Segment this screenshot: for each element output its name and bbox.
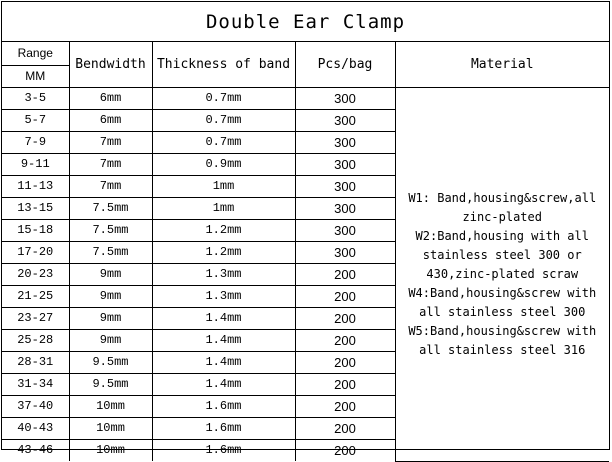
header-range-unit: MM (2, 65, 69, 87)
range-cell: 13-15 (2, 197, 69, 219)
thickness-cell: 1mm (152, 197, 295, 219)
range-cell: 17-20 (2, 241, 69, 263)
thickness-cell: 1.4mm (152, 373, 295, 395)
pcs-cell: 300 (295, 131, 395, 153)
range-cell: 7-9 (2, 131, 69, 153)
material-description (395, 87, 609, 461)
pcs-cell: 200 (295, 285, 395, 307)
range-cell: 25-28 (2, 329, 69, 351)
header-bandwidth: Bendwidth (69, 42, 152, 87)
bandwidth-cell: 9.5mm (69, 351, 152, 373)
thickness-cell: 1.6mm (152, 395, 295, 417)
pcs-cell: 200 (295, 417, 395, 439)
thickness-cell: 0.7mm (152, 87, 295, 109)
pcs-cell: 300 (295, 175, 395, 197)
range-cell: 11-13 (2, 175, 69, 197)
material-line: W2:Band,housing with all (415, 228, 589, 243)
range-cell: 9-11 (2, 153, 69, 175)
thickness-cell: 0.9mm (152, 153, 295, 175)
bandwidth-cell: 10mm (69, 395, 152, 417)
thickness-cell: 0.7mm (152, 131, 295, 153)
range-cell: 23-27 (2, 307, 69, 329)
range-cell: 40-43 (2, 417, 69, 439)
bandwidth-cell: 9.5mm (69, 373, 152, 395)
pcs-cell: 200 (295, 373, 395, 395)
bandwidth-cell: 7mm (69, 131, 152, 153)
range-cell: 37-40 (2, 395, 69, 417)
range-cell: 43-46 (2, 439, 69, 461)
range-cell: 21-25 (2, 285, 69, 307)
bandwidth-cell: 7.5mm (69, 197, 152, 219)
range-cell: 5-7 (2, 109, 69, 131)
bandwidth-cell: 6mm (69, 87, 152, 109)
header-row (2, 42, 609, 65)
clamp-spec-sheet (1, 1, 610, 458)
pcs-cell: 200 (295, 263, 395, 285)
pcs-cell: 300 (295, 219, 395, 241)
material-line: W4:Band,housing&screw with (408, 285, 597, 300)
material-line: 430,zinc-plated scraw (426, 266, 579, 281)
pcs-cell: 300 (295, 197, 395, 219)
header-thickness: Thickness of band (152, 42, 295, 87)
range-cell: 31-34 (2, 373, 69, 395)
pcs-cell: 200 (295, 395, 395, 417)
bandwidth-cell: 7mm (69, 153, 152, 175)
thickness-cell: 1.6mm (152, 439, 295, 461)
thickness-cell: 1.6mm (152, 417, 295, 439)
material-line: zinc-plated (462, 209, 542, 224)
material-line: stainless steel 300 or (422, 247, 582, 262)
header-material: Material (395, 42, 609, 87)
spec-table (2, 42, 609, 462)
bandwidth-cell: 10mm (69, 439, 152, 461)
spec-table-body (2, 42, 609, 461)
pcs-cell: 300 (295, 109, 395, 131)
range-cell: 3-5 (2, 87, 69, 109)
bandwidth-cell: 6mm (69, 109, 152, 131)
thickness-cell: 0.7mm (152, 109, 295, 131)
thickness-cell: 1.3mm (152, 285, 295, 307)
bandwidth-cell: 7.5mm (69, 219, 152, 241)
pcs-cell: 300 (295, 241, 395, 263)
thickness-cell: 1.2mm (152, 219, 295, 241)
thickness-cell: 1.4mm (152, 307, 295, 329)
bandwidth-cell: 9mm (69, 285, 152, 307)
bandwidth-cell: 7.5mm (69, 241, 152, 263)
thickness-cell: 1.4mm (152, 351, 295, 373)
pcs-cell: 200 (295, 307, 395, 329)
table-row (2, 87, 609, 109)
material-line: W1: Band,housing&screw,all (408, 190, 597, 205)
pcs-cell: 300 (295, 153, 395, 175)
material-line: all stainless steel 316 (419, 342, 586, 357)
pcs-cell: 200 (295, 329, 395, 351)
bandwidth-cell: 10mm (69, 417, 152, 439)
thickness-cell: 1.3mm (152, 263, 295, 285)
pcs-cell: 300 (295, 87, 395, 109)
page-title: Double Ear Clamp (2, 2, 609, 42)
range-cell: 28-31 (2, 351, 69, 373)
pcs-cell: 200 (295, 351, 395, 373)
thickness-cell: 1.2mm (152, 241, 295, 263)
header-range: Range (2, 42, 69, 65)
bandwidth-cell: 9mm (69, 329, 152, 351)
material-line: W5:Band,housing&screw with (408, 323, 597, 338)
thickness-cell: 1mm (152, 175, 295, 197)
material-line: all stainless steel 300 (419, 304, 586, 319)
thickness-cell: 1.4mm (152, 329, 295, 351)
header-pcs: Pcs/bag (295, 42, 395, 87)
range-cell: 20-23 (2, 263, 69, 285)
range-cell: 15-18 (2, 219, 69, 241)
bandwidth-cell: 9mm (69, 307, 152, 329)
bandwidth-cell: 9mm (69, 263, 152, 285)
pcs-cell: 200 (295, 439, 395, 461)
bandwidth-cell: 7mm (69, 175, 152, 197)
